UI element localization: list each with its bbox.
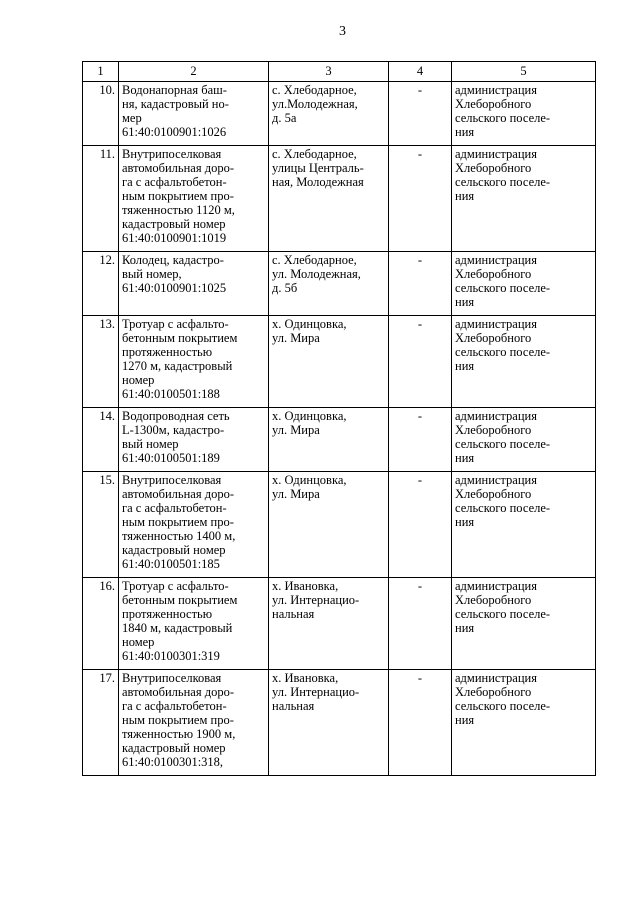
table-row xyxy=(83,316,596,408)
col4-value: - xyxy=(389,82,452,146)
row-number: 12. xyxy=(83,252,119,316)
table-header-row xyxy=(83,62,596,82)
header-col-4: 4 xyxy=(389,62,452,82)
table-row xyxy=(83,252,596,316)
object-name: Водонапорная баш- ня, кадастровый но- мер 61:40:0100901:1026 xyxy=(119,82,269,146)
object-owner: администрация Хлеборобного сельского поселе- ния xyxy=(452,578,596,670)
row-number: 16. xyxy=(83,578,119,670)
col4-value: - xyxy=(389,472,452,578)
table-row xyxy=(83,472,596,578)
object-address: х. Ивановка, ул. Интернацио- нальная xyxy=(269,578,389,670)
object-address: с. Хлебодарное, улицы Централь- ная, Молодежная xyxy=(269,146,389,252)
header-col-2: 2 xyxy=(119,62,269,82)
object-address: х. Одинцовка, ул. Мира xyxy=(269,472,389,578)
object-name: Водопроводная сеть L-1300м, кадастро- вый номер 61:40:0100501:189 xyxy=(119,408,269,472)
object-name: Внутрипоселковая автомобильная доро- га с асфальтобетон- ным покрытием про- тяженностью 1400 м, кадастровый номер 61:40:0100501:185 xyxy=(119,472,269,578)
object-owner: администрация Хлеборобного сельского поселе- ния xyxy=(452,146,596,252)
col4-value: - xyxy=(389,408,452,472)
table-row xyxy=(83,670,596,776)
object-address: с. Хлебодарное, ул. Молодежная, д. 5б xyxy=(269,252,389,316)
object-name: Тротуар с асфальто- бетонным покрытием протяженностью 1840 м, кадастровый номер 61:40:0100301:319 xyxy=(119,578,269,670)
header-col-3: 3 xyxy=(269,62,389,82)
object-owner: администрация Хлеборобного сельского поселе- ния xyxy=(452,316,596,408)
row-number: 14. xyxy=(83,408,119,472)
table-row xyxy=(83,408,596,472)
object-owner: администрация Хлеборобного сельского поселе- ния xyxy=(452,670,596,776)
col4-value: - xyxy=(389,670,452,776)
property-registry-table xyxy=(82,61,596,776)
row-number: 10. xyxy=(83,82,119,146)
row-number: 11. xyxy=(83,146,119,252)
object-name: Внутрипоселковая автомобильная доро- га с асфальтобетон- ным покрытием про- тяженностью 1120 м, кадастровый номер 61:40:0100901:1019 xyxy=(119,146,269,252)
object-owner: администрация Хлеборобного сельского поселе- ния xyxy=(452,472,596,578)
page-number: 3 xyxy=(339,24,346,39)
row-number: 17. xyxy=(83,670,119,776)
row-number: 13. xyxy=(83,316,119,408)
object-name: Тротуар с асфальто- бетонным покрытием протяженностью 1270 м, кадастровый номер 61:40:0100501:188 xyxy=(119,316,269,408)
col4-value: - xyxy=(389,316,452,408)
object-name: Колодец, кадастро- вый номер, 61:40:0100901:1025 xyxy=(119,252,269,316)
object-owner: администрация Хлеборобного сельского поселе- ния xyxy=(452,82,596,146)
object-owner: администрация Хлеборобного сельского поселе- ния xyxy=(452,252,596,316)
object-address: х. Ивановка, ул. Интернацио- нальная xyxy=(269,670,389,776)
object-address: х. Одинцовка, ул. Мира xyxy=(269,316,389,408)
object-address: х. Одинцовка, ул. Мира xyxy=(269,408,389,472)
table-row xyxy=(83,82,596,146)
table-row xyxy=(83,146,596,252)
row-number: 15. xyxy=(83,472,119,578)
col4-value: - xyxy=(389,146,452,252)
object-address: с. Хлебодарное, ул.Молодежная, д. 5а xyxy=(269,82,389,146)
table-row xyxy=(83,578,596,670)
col4-value: - xyxy=(389,578,452,670)
object-name: Внутрипоселковая автомобильная доро- га с асфальтобетон- ным покрытием про- тяженностью 1900 м, кадастровый номер 61:40:0100301:318, xyxy=(119,670,269,776)
header-col-5: 5 xyxy=(452,62,596,82)
col4-value: - xyxy=(389,252,452,316)
header-col-1: 1 xyxy=(83,62,119,82)
object-owner: администрация Хлеборобного сельского поселе- ния xyxy=(452,408,596,472)
